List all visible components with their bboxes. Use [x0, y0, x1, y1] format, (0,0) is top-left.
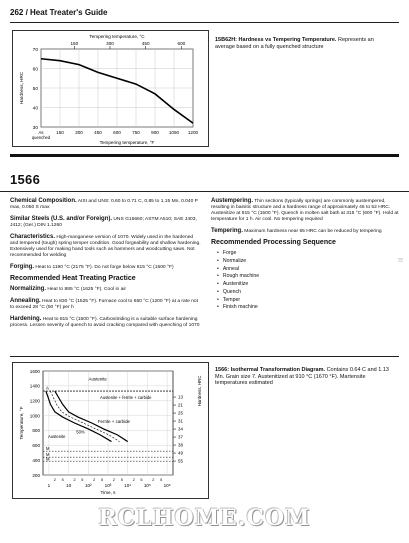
sequence-item: • Normalize	[217, 258, 399, 265]
sequence-item: • Austenitize	[217, 281, 399, 288]
x-tick-label: 10	[66, 483, 72, 488]
title-rule	[0, 191, 409, 192]
a1-label: A	[46, 385, 49, 391]
sequence-item: • Quench	[217, 289, 399, 296]
sequence-item: • Finish machine	[217, 304, 399, 311]
practice-heading: Recommended Heat Treating Practice	[10, 275, 136, 282]
right-column	[211, 198, 399, 312]
chemical-label: Chemical Composition.	[10, 198, 77, 204]
x-tick-label: As	[38, 130, 44, 135]
y-tick-label: 30	[32, 125, 38, 131]
hardness-chart-frame	[12, 30, 209, 147]
right-tick-label: 49	[178, 450, 183, 456]
m-label: M	[46, 446, 50, 452]
x-tick-label: 450	[94, 130, 102, 135]
sequence-item: • Forge	[217, 250, 399, 257]
normalizing-label: Normalizing.	[10, 286, 47, 292]
x-tick-label: quenched	[31, 135, 51, 140]
x-minor-label: 5	[140, 478, 143, 482]
top-rule	[10, 22, 399, 23]
y-tick-label: 1400	[29, 383, 40, 389]
y-tick-label: 600	[32, 443, 40, 449]
forging	[10, 264, 202, 271]
y-axis-label: Hardness, HRC	[19, 71, 24, 105]
hardness-vs-tempering-chart	[13, 31, 208, 146]
x-tick-label: 300	[75, 130, 83, 135]
hardening-label: Hardening.	[10, 316, 42, 322]
characteristics	[10, 234, 202, 259]
y-tick-label: 70	[32, 47, 38, 53]
chart1-caption-body: Represents an average based on a fully quenched structure	[215, 37, 374, 50]
side-mark: |||	[397, 258, 403, 262]
right-tick-label: 13	[178, 394, 183, 400]
top-tick-label: 600	[177, 41, 186, 46]
sequence-heading: Recommended Processing Sequence	[211, 239, 336, 246]
austempering	[211, 198, 399, 223]
x-tick-label: 900	[151, 130, 159, 135]
left-column	[10, 198, 202, 334]
top-tick-label: 150	[70, 41, 79, 46]
right-tick-label: 38	[178, 442, 183, 448]
forging-label: Forging.	[10, 264, 34, 270]
top-tick-label: 450	[141, 41, 150, 46]
hardening	[10, 316, 202, 329]
running-head: 262 / Heat Treater's Guide	[10, 8, 108, 17]
tempering	[211, 228, 399, 235]
x-tick-label: 1200	[187, 130, 199, 135]
chart2-caption-body: Contains 0.64 C and 1.13 Mn. Grain size 7. Austenitized at 910 °C (1670 °F). Martensite temperatures estimated	[215, 367, 389, 387]
processing-sequence-list	[211, 250, 399, 311]
y-tick-label: 200	[32, 472, 40, 478]
annealing-label: Annealing.	[10, 298, 41, 304]
x-minor-label: 2	[73, 478, 76, 482]
right-tick-label: 31	[178, 418, 183, 424]
tempering-text: Maximum hardness near 65 HRC can be reduced by tempering	[244, 229, 382, 234]
x-minor-label: 2	[112, 478, 115, 482]
section-rule	[10, 154, 399, 157]
itt-chart-frame	[12, 362, 209, 499]
top-tick-label: 300	[106, 41, 114, 46]
x-axis-label: Time, s	[100, 490, 116, 495]
austempering-label: Austempering.	[211, 198, 254, 204]
watermark: RCLHOME.COM	[98, 505, 311, 531]
region-label: 50%	[76, 429, 85, 435]
region-label: Austenite	[48, 433, 66, 439]
m-label: M	[46, 452, 50, 458]
sequence-item: • Anneal	[217, 266, 399, 273]
x-minor-label: 5	[160, 478, 163, 482]
x-tick-label: 10⁴	[124, 483, 132, 488]
similar-label: Similar Steels (U.S. and/or Foreign).	[10, 216, 113, 222]
right-tick-label: 21	[178, 402, 183, 408]
y-tick-label: 1600	[29, 368, 40, 374]
y-tick-label: 1200	[29, 398, 40, 404]
hardening-text: Heat to 815 °C (1500 °F). Carbonitriding is a suitable surface hardening process. Lessen severity of quench to avoid cracking compared with quenching of 1070	[10, 317, 200, 328]
x-axis-label: Tempering temperature, °F	[99, 140, 155, 145]
right-tick-label: 34	[178, 426, 183, 432]
tempering-label: Tempering.	[211, 228, 243, 234]
x-tick-label: 10²	[84, 483, 92, 488]
y-tick-label: 1000	[29, 413, 40, 419]
right-tick-label: 25	[178, 410, 183, 416]
x-minor-label: 5	[61, 478, 64, 482]
x-tick-label: 1050	[168, 130, 180, 135]
forging-text: Heat to 1190 °C (2175 °F). Do not forge below 815 °C (1500 °F)	[35, 265, 174, 270]
annealing-text: Heat to 830 °C (1525 °F). Furnace cool to 650 °C (1200 °F) at a rate not to exceed 28 °C (50 °F) per h	[10, 299, 199, 310]
y-axis-label: Temperature, °F	[19, 406, 24, 440]
m-label: M	[46, 456, 50, 462]
chart1-caption-title: 15B62H: Hardness vs Tempering Temperature.	[215, 37, 337, 43]
annealing	[10, 298, 202, 311]
chart2-caption	[215, 367, 395, 387]
x-minor-label: 5	[81, 478, 84, 482]
normalizing-text: Heat to 885 °C (1625 °F). Cool in air	[47, 287, 127, 292]
chart1-caption	[215, 37, 395, 50]
y-tick-label: 800	[32, 428, 40, 434]
x-tick-label: 750	[132, 130, 140, 135]
x-minor-label: 2	[152, 478, 155, 482]
x-minor-label: 2	[53, 478, 56, 482]
characteristics-label: Characteristics.	[10, 234, 56, 240]
chemical-text: AISI and UNS: 0.60 to 0.71 C, 0.85 to 1.15 Mn, 0.040 P max, 0.050 S max	[10, 199, 198, 210]
x-minor-label: 5	[101, 478, 104, 482]
x-minor-label: 2	[132, 478, 135, 482]
austempering-text: Thin sections (typically springs) are commonly austempered, resulting in bainitic structure and a hardness range of approximately 46 to 52 HRC. Austenitize at 815 °C (1500 °F). Quench in molten salt bath at 315 °C (600 °F). Hold at temperature for 1 h. Air cool. No tempering required	[211, 199, 399, 222]
x-tick-label: 10⁶	[163, 483, 171, 488]
region-label: Austenite + ferrite + carbide	[100, 395, 152, 401]
right-tick-label: 37	[178, 434, 183, 440]
similar-text: UNS G15660; ASTM A510; SAE J403, J412; (Ger.) DIN 1.1260	[10, 217, 197, 228]
right-axis-label: Hardness, HRC	[197, 375, 202, 407]
normalizing	[10, 286, 202, 293]
chemical-composition	[10, 198, 202, 211]
top-axis-label: Tempering temperature, °C	[89, 34, 145, 39]
x-tick-label: 10³	[104, 483, 112, 488]
isothermal-transformation-chart	[13, 363, 208, 498]
region-label: Ferrite + carbide	[97, 419, 130, 424]
sequence-item: • Temper	[217, 297, 399, 304]
region-label: Austenite	[88, 376, 107, 382]
similar-steels	[10, 216, 202, 229]
x-minor-label: 2	[93, 478, 96, 482]
x-tick-label: 1	[47, 483, 51, 488]
y-tick-label: 400	[32, 457, 40, 463]
y-tick-label: 40	[32, 106, 38, 112]
sequence-item: • Rough machine	[217, 273, 399, 280]
x-tick-label: 10⁵	[143, 483, 151, 488]
right-tick-label: 55	[178, 458, 183, 464]
y-tick-label: 50	[32, 86, 38, 92]
y-tick-label: 60	[32, 67, 38, 73]
x-tick-label: 150	[56, 130, 64, 135]
lower-rule	[10, 356, 399, 357]
chart2-caption-title: 1566: Isothermal Transformation Diagram.	[215, 367, 326, 373]
x-tick-label: 600	[113, 130, 121, 135]
characteristics-text: High-manganese version of 1070. Widely used in the hardened and tempered (tough) spring temper condition. Good forgeability and shallow hardening. Extensively used for making hand tools such as hammers and woodcutting saws. Not recommended for welding	[10, 235, 201, 258]
steel-title: 1566	[10, 172, 41, 187]
x-minor-label: 5	[120, 478, 123, 482]
